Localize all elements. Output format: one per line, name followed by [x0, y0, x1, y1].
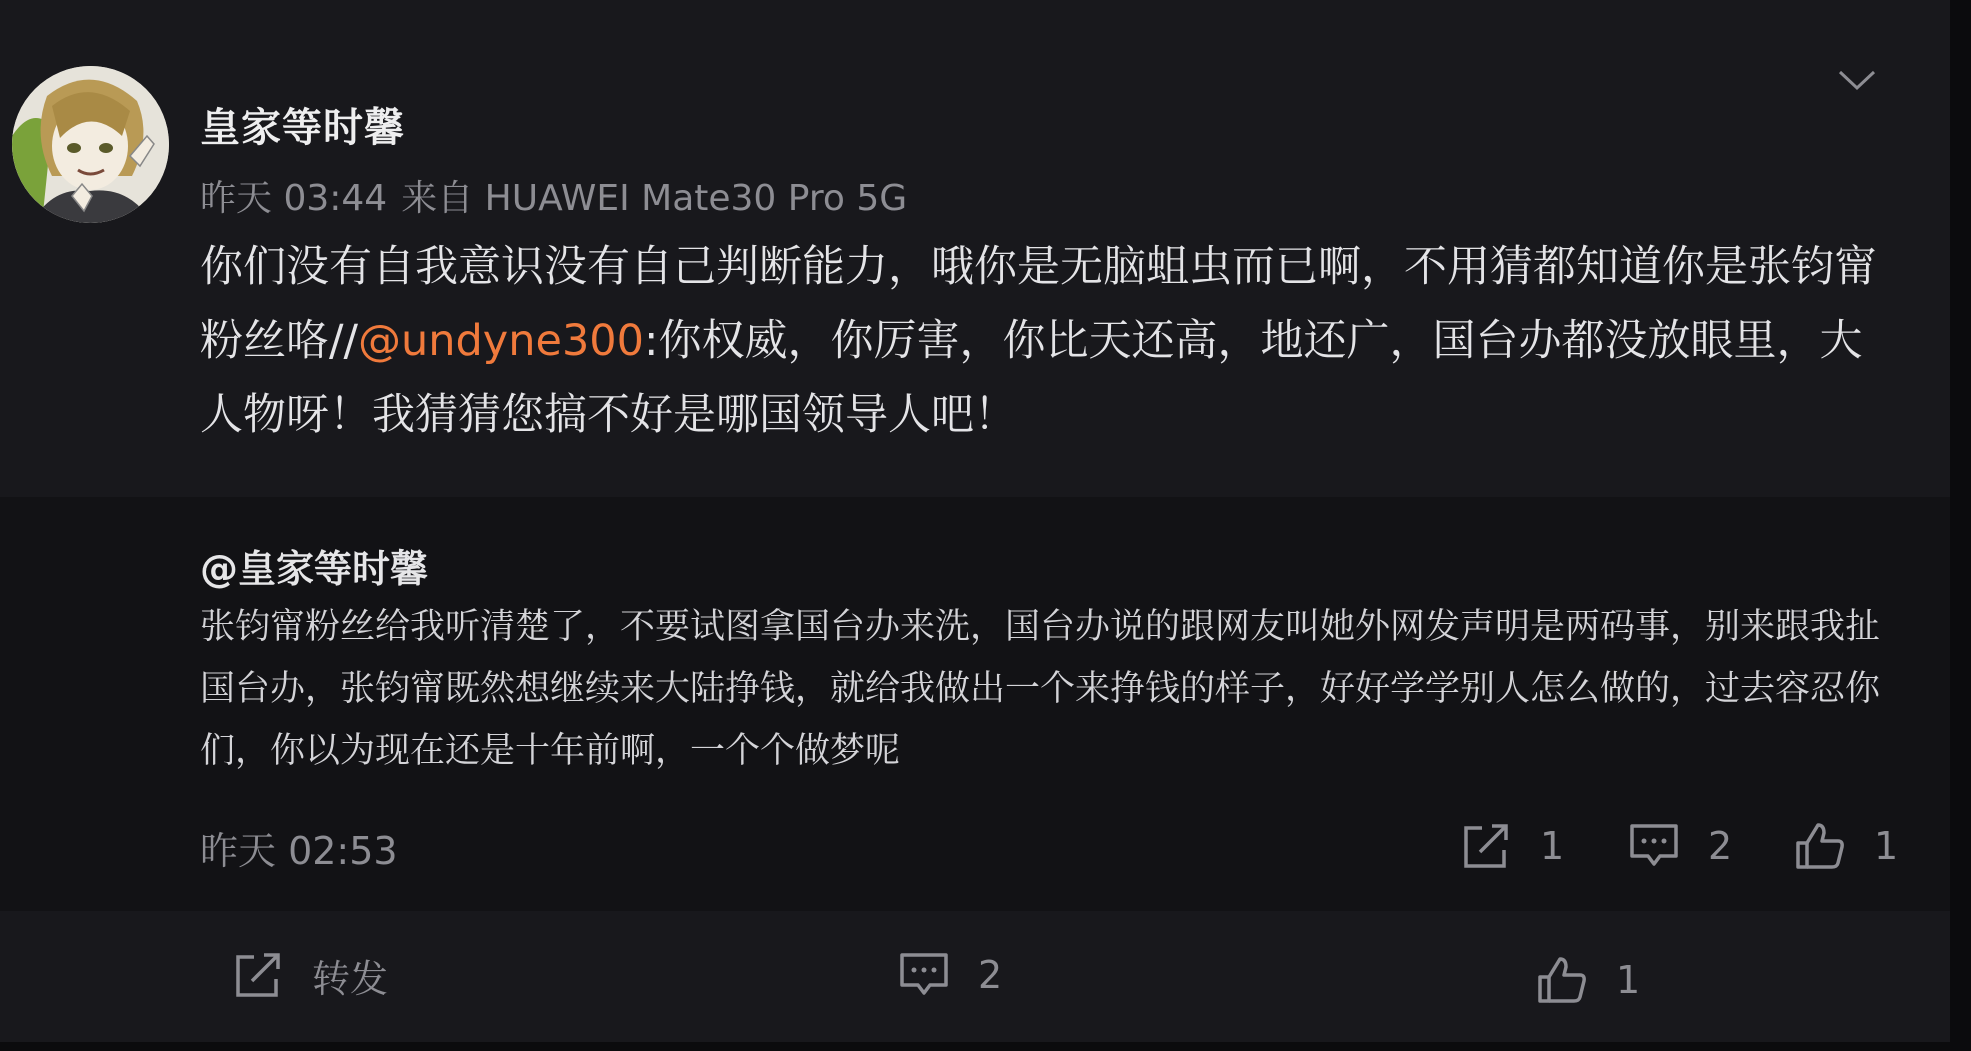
like-button[interactable] — [1536, 950, 1640, 1010]
quote-repost-button[interactable] — [1460, 818, 1564, 874]
post-source: 来自 HUAWEI Mate30 Pro 5G — [401, 178, 908, 219]
mention-link[interactable]: @undyne300 — [357, 316, 645, 366]
username[interactable]: 皇家等时馨 — [200, 105, 405, 151]
quote-author[interactable]: @皇家等时馨 — [200, 547, 429, 591]
post-meta — [200, 170, 921, 221]
content-text-1: 你们没有自我意识没有自己判断能力，哦你是无脑蛆虫而已啊，不用猜都知道你是张钧甯粉丝咯// — [200, 242, 1877, 366]
quote-comment-count: 2 — [1708, 824, 1733, 868]
repost-label: 转发 — [312, 956, 389, 1001]
quote-like-button[interactable] — [1794, 818, 1898, 874]
repost-button[interactable] — [232, 945, 388, 1005]
post-time: 昨天 03:44 — [200, 178, 388, 219]
avatar[interactable] — [12, 66, 169, 223]
quote-text: 张钧甯粉丝给我听清楚了，不要试图拿国台办来洗，国台办说的跟网友叫她外网发声明是两码事，别来跟我扯国台办，张钧甯既然想继续来大陆挣钱，就给我做出一个来挣钱的样子，好好学学别人怎么做的，过去容忍你们，你以为现在还是十年前啊，一个个做梦呢 — [200, 607, 1881, 771]
like-count: 1 — [1616, 958, 1641, 1002]
chevron-down-icon — [1836, 62, 1878, 96]
comment-count: 2 — [978, 953, 1003, 997]
like-icon — [1794, 821, 1846, 871]
content-text-2: :你权威，你厉害，你比天还高，地还广，国台办都没放眼里，大人物呀！我猜猜您搞不好是哪国领导人吧！ — [200, 316, 1863, 440]
post-content — [200, 230, 1890, 452]
quote-time: 昨天 02:53 — [200, 829, 398, 873]
avatar-image — [12, 66, 169, 223]
comment-icon — [1628, 822, 1680, 870]
post-header-area — [0, 0, 1950, 497]
comment-button[interactable] — [898, 945, 1002, 1005]
quote-comment-button[interactable] — [1628, 818, 1732, 874]
repost-icon — [1460, 822, 1512, 870]
comment-icon — [898, 951, 950, 999]
collapse-button[interactable] — [1836, 62, 1878, 96]
repost-icon — [232, 951, 284, 999]
quote-repost-count: 1 — [1540, 824, 1565, 868]
like-icon — [1536, 955, 1588, 1005]
quote-like-count: 1 — [1874, 824, 1899, 868]
